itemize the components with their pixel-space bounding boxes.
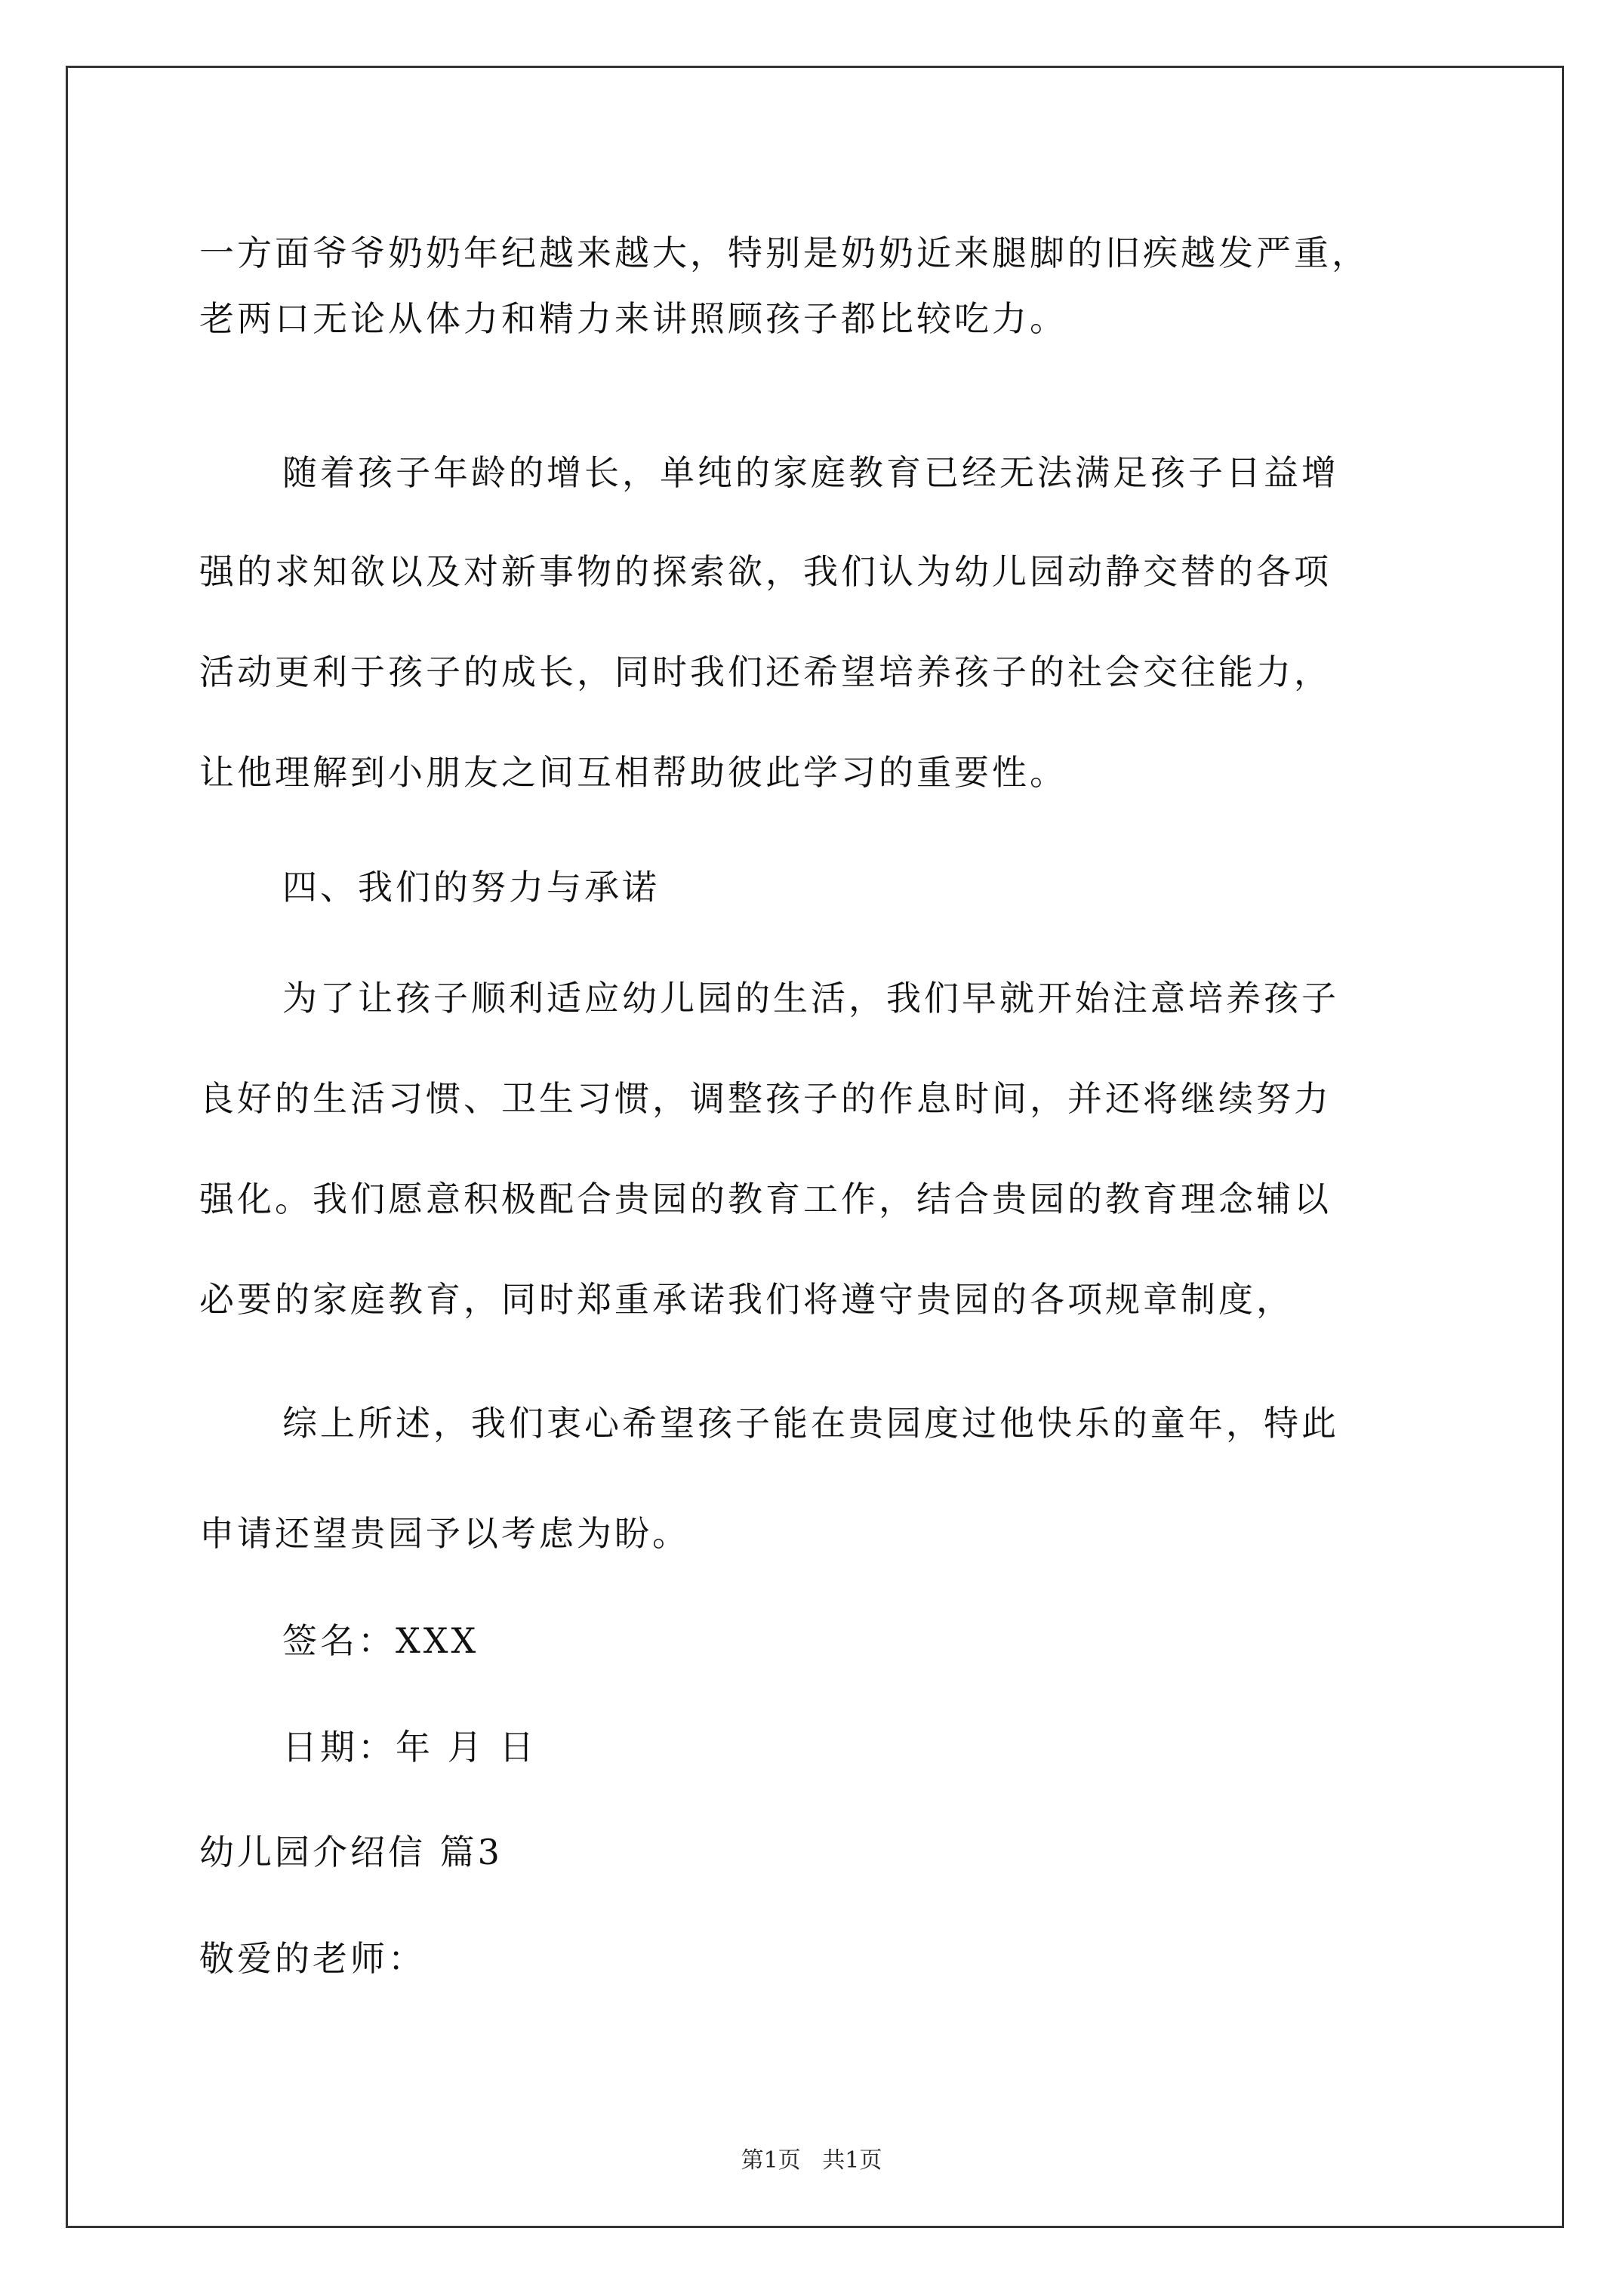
date-line: 日期：年 月 日 bbox=[282, 1727, 537, 1767]
salutation: 敬爱的老师： bbox=[199, 1938, 426, 1979]
body-line: 强化。我们愿意积极配合贵园的教育工作，结合贵园的教育理念辅以 bbox=[199, 1179, 1332, 1219]
body-line: 良好的生活习惯、卫生习惯，调整孩子的作息时间，并还将继续努力 bbox=[199, 1078, 1332, 1119]
body-line: 一方面爷爷奶奶年纪越来越大，特别是奶奶近来腿脚的旧疾越发严重， bbox=[199, 233, 1369, 273]
body-line: 为了让孩子顺利适应幼儿园的生活，我们早就开始注意培养孩子 bbox=[282, 978, 1339, 1019]
body-line: 综上所述，我们衷心希望孩子能在贵园度过他快乐的童年，特此 bbox=[282, 1403, 1339, 1444]
signature-line: 签名：XXX bbox=[282, 1620, 479, 1661]
body-line: 随着孩子年龄的增长，单纯的家庭教育已经无法满足孩子日益增 bbox=[282, 452, 1339, 493]
page-footer: 第1页 共1页 bbox=[741, 2147, 882, 2174]
body-line: 老两口无论从体力和精力来讲照顾孩子都比较吃力。 bbox=[199, 298, 1067, 339]
body-line: 申请还望贵园予以考虑为盼。 bbox=[199, 1513, 690, 1554]
body-line: 必要的家庭教育，同时郑重承诺我们将遵守贵园的各项规章制度， bbox=[199, 1279, 1294, 1320]
body-line: 强的求知欲以及对新事物的探索欲，我们认为幼儿园动静交替的各项 bbox=[199, 551, 1332, 592]
section-title: 幼儿园介绍信 篇3 bbox=[199, 1832, 503, 1872]
page-border bbox=[66, 66, 1564, 2228]
body-line: 让他理解到小朋友之间互相帮助彼此学习的重要性。 bbox=[199, 752, 1067, 793]
section-heading: 四、我们的努力与承诺 bbox=[282, 867, 660, 908]
body-line: 活动更利于孩子的成长，同时我们还希望培养孩子的社会交往能力， bbox=[199, 652, 1332, 692]
